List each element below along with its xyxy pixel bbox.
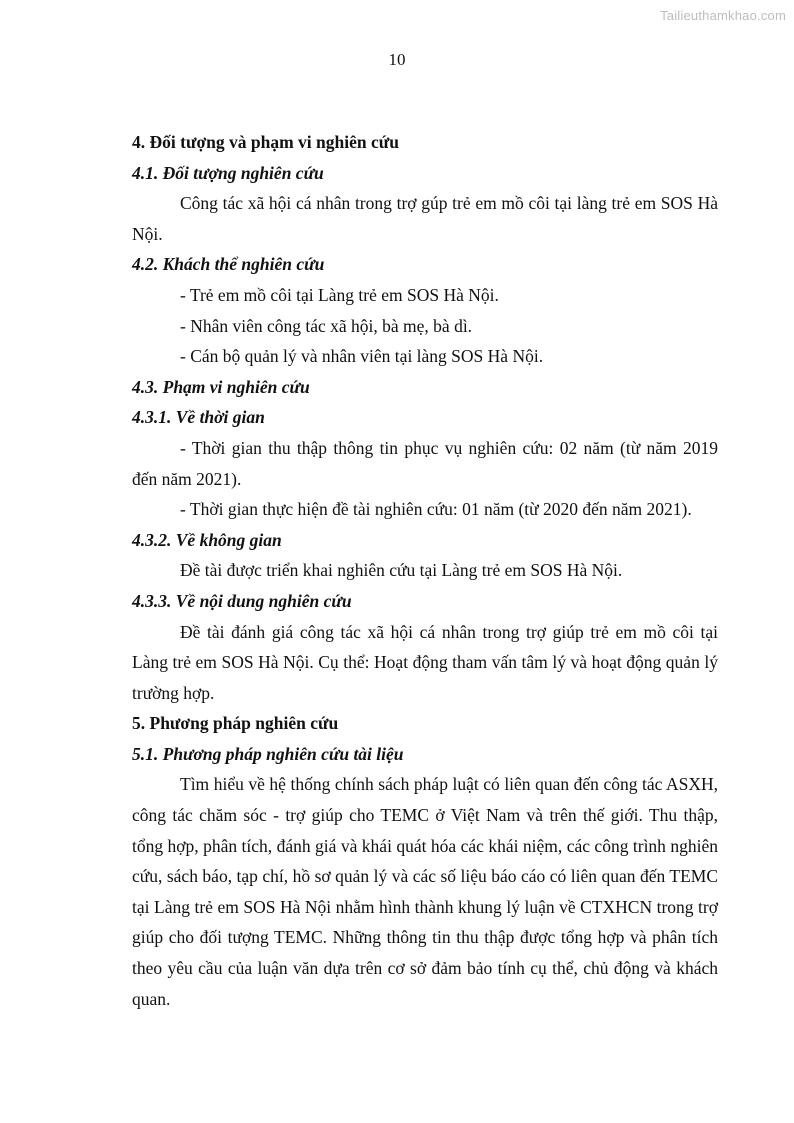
section-4-3-heading: 4.3. Phạm vi nghiên cứu [132,376,310,397]
section-4-3-1-item: - Thời gian thực hiện đề tài nghiên cứu: 01 năm (từ 2020 đến năm 2021). [180,499,692,520]
section-4-2-heading: 4.2. Khách thể nghiên cứu [132,254,325,275]
section-4-3-2-heading: 4.3.2. Về không gian [132,529,282,550]
section-5-heading: 5. Phương pháp nghiên cứu [132,713,339,734]
document-body [132,127,718,1014]
section-4-1-paragraph: Công tác xã hội cá nhân trong trợ gúp trẻ em mồ côi tại làng trẻ em SOS Hà Nội. [132,193,718,244]
section-4-2-item: - Nhân viên công tác xã hội, bà mẹ, bà dì. [180,315,473,336]
section-4-3-1-item: - Thời gian thu thập thông tin phục vụ nghiên cứu: 02 năm (từ năm 2019 đến năm 2021). [132,437,718,489]
watermark: Tailieuthamkhao.com [660,8,786,23]
section-4-3-2-paragraph: Đề tài được triển khai nghiên cứu tại Làng trẻ em SOS Hà Nội. [180,560,623,581]
section-4-2-item: - Trẻ em mồ côi tại Làng trẻ em SOS Hà Nội. [180,284,499,305]
page-number: 10 [388,50,406,69]
section-4-3-1-heading: 4.3.1. Về thời gian [132,407,265,428]
section-4-3-3-heading: 4.3.3. Về nội dung nghiên cứu [132,590,352,611]
section-4-1-heading: 4.1. Đối tượng nghiên cứu [132,162,324,183]
section-5-1-paragraph: Tìm hiểu về hệ thống chính sách pháp luật có liên quan đến công tác ASXH, công tác chăm sóc - trợ giúp cho TEMC ở Việt Nam và trên thế giới. Thu thập, tổng hợp, phân tích, đánh giá và khái quát hóa các khái niệm, các công trình nghiên cứu, sách báo, tạp chí, hồ sơ quản lý và các số liệu báo cáo có liên quan đến TEMC tại Làng trẻ em SOS Hà Nội nhằm hình thành khung lý luận về CTXHCN trong trợ giúp cho đối tượng TEMC. Những thông tin thu thập được tổng hợp và phân tích theo yêu cầu của luận văn dựa trên cơ sở đảm bảo tính cụ thể, chủ động và khách quan. [132,774,718,1009]
section-4-2-item: - Cán bộ quản lý và nhân viên tại làng SOS Hà Nội. [180,346,544,367]
section-4-heading: 4. Đối tượng và phạm vi nghiên cứu [132,132,399,152]
section-4-3-3-paragraph: Đề tài đánh giá công tác xã hội cá nhân trong trợ giúp trẻ em mồ côi tại Làng trẻ em SOS Hà Nội. Cụ thể: Hoạt động tham vấn tâm lý và hoạt động quản lý trường hợp. [132,621,718,703]
section-5-1-heading: 5.1. Phương pháp nghiên cứu tài liệu [132,743,404,764]
